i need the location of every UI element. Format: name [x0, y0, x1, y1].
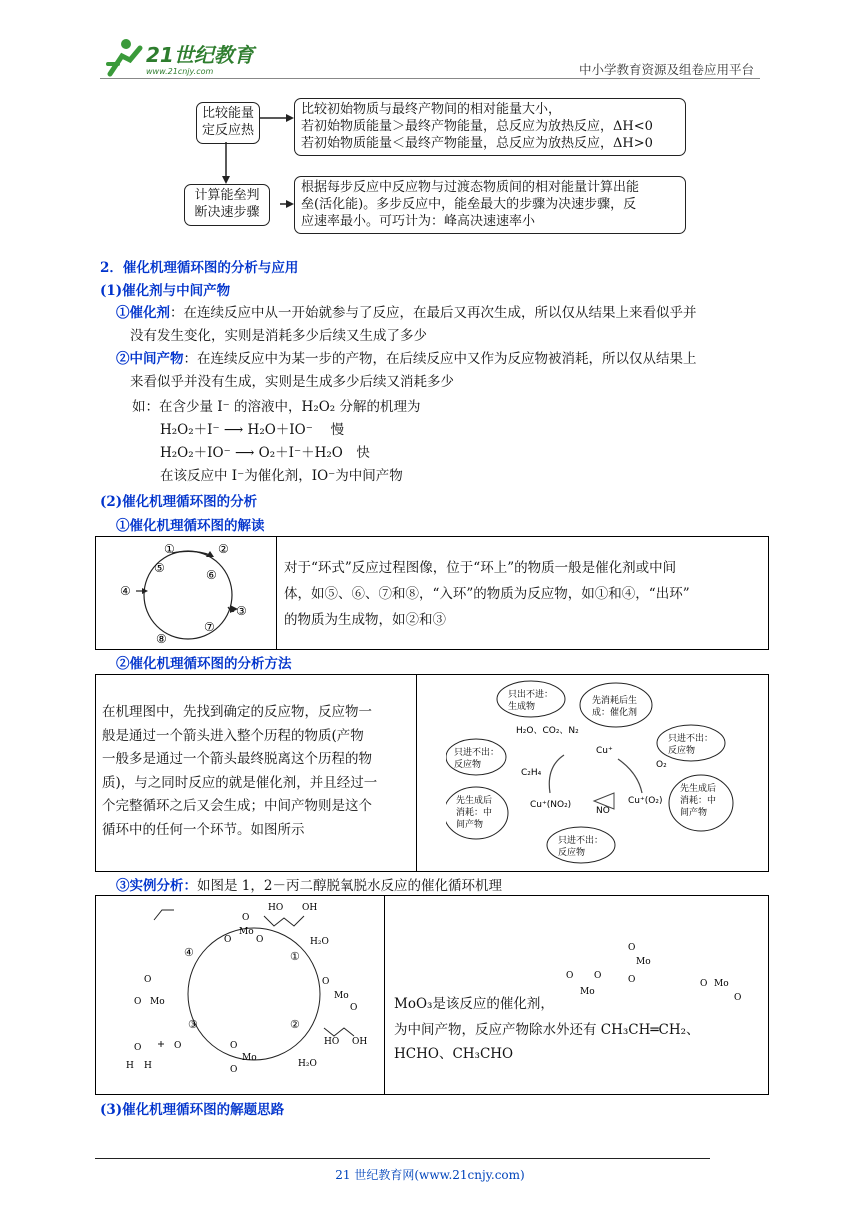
generic-cycle-diagram	[114, 539, 264, 647]
svg-text:O: O	[594, 971, 602, 981]
example-block	[132, 396, 421, 488]
mo-left: O	[134, 997, 142, 1007]
mo-bottom: Mo	[242, 1053, 257, 1063]
svg-text:O: O	[174, 1041, 182, 1051]
svg-text:生成物: 生成物	[508, 702, 536, 712]
cycle-reading-table	[95, 536, 769, 650]
cycle-num-7: ⑦	[204, 620, 215, 634]
flow-box-compare-desc: 比较初始物质与最终产物间的相对能量大小， 若初始物质能量＞最终产物能量，总反应为放热反应，ΔH<0 若初始物质能量＜最终产物能量，总反应为放热反应，ΔH>0	[294, 98, 686, 156]
svg-text:O: O	[628, 975, 636, 985]
svg-text:O: O	[242, 913, 250, 923]
equation-2: H₂O₂＋IO⁻ ⟶ O₂＋I⁻＋H₂O 快	[160, 445, 370, 461]
step-2: ②	[290, 1018, 300, 1031]
cycle-num-1: ①	[164, 542, 175, 556]
step-1: ①	[290, 950, 300, 963]
catalyst-label: ①催化剂	[116, 305, 170, 321]
step-3: ③	[188, 1018, 198, 1031]
cycle-num-8: ⑧	[156, 632, 167, 646]
step-4: ④	[184, 946, 194, 959]
svg-text:Mo: Mo	[714, 979, 729, 989]
header-divider	[100, 78, 760, 79]
svg-text:消耗：中: 消耗：中	[680, 796, 717, 806]
bubble-catalyst: 先消耗后生	[592, 696, 638, 706]
svg-text:O: O	[144, 975, 152, 985]
svg-text:间产物: 间产物	[456, 820, 484, 830]
cycle-num-4: ④	[120, 584, 131, 598]
products-statement: 为中间产物，反应产物除水外还有 CH₃CH═CH₂、 HCHO、CH₃CHO	[394, 1022, 700, 1062]
example-intro: 如：在含少量 I⁻ 的溶液中，H₂O₂ 分解的机理为	[132, 399, 421, 415]
species-cuno2: Cu⁺(NO₂)	[530, 800, 572, 810]
flow-box-compare-energy: 比较能量 定反应热	[196, 102, 260, 144]
flow-box-barrier-desc: 根据每步反应中反应物与过渡态物质间的相对能量计算出能 垒(活化能)。多步反应中，能垒最大的步骤为决速步骤，反 应速率最小。可巧计为：峰高决速速率小	[294, 176, 686, 234]
cycle-method-table	[95, 674, 769, 872]
svg-text:O: O	[230, 1041, 238, 1051]
brand-name: 21世纪教育	[146, 43, 254, 67]
mo-right: Mo	[334, 991, 349, 1001]
svg-text:O: O	[230, 1065, 238, 1075]
svg-text:成：催化剂: 成：催化剂	[592, 708, 638, 718]
cycle-reading-text: 对于“环式”反应过程图像，位于“环上”的物质一般是催化剂或中间 体，如⑤、⑥、⑦和⑧，“入环”的物质为反应物，如①和④，“出环” 的物质为生成物，如②和③	[284, 560, 690, 628]
svg-text:H: H	[144, 1061, 152, 1071]
svg-text:O: O	[350, 1003, 358, 1013]
formaldehyde-h1: H	[126, 1061, 134, 1071]
example-analysis-label: ③实例分析：	[116, 878, 197, 894]
example-analysis-table	[95, 895, 769, 1095]
method-text: 在机理图中，先找到确定的反应物，反应物一 般是通过一个箭头进入整个历程的物质(产物 一般多是通过一个箭头最终脱离这个历程的物 质)，与之同时反应的就是催化剂，并且经过一 个完整循环之后又会生成；中间产物则是这个 循环中的任何一个环节。如图所示	[102, 704, 378, 838]
example-analysis-text	[394, 924, 764, 1084]
mo-catalytic-cycle	[114, 898, 378, 1092]
bubble-reactant-bottom: 只进不出：	[558, 836, 604, 846]
platform-title: 中小学教育资源及组卷应用平台	[578, 62, 754, 77]
bubble-intermediate-right: 先生成后	[680, 784, 717, 794]
bubble-reactant-left: 只进不出：	[454, 748, 500, 758]
species-products: H₂O、CO₂、N₂	[516, 726, 579, 736]
species-cu: Cu⁺	[596, 746, 613, 756]
diol-label-bottom: HO	[324, 1037, 340, 1047]
svg-text:O: O	[700, 979, 708, 989]
footer-text: 21 世纪教育网(www.21cnjy.com)	[335, 1168, 525, 1182]
svg-text:O: O	[224, 935, 232, 945]
brand-url: www.21cnjy.com	[146, 67, 214, 76]
species-no: NO	[596, 806, 610, 816]
cycle-num-5: ⑤	[154, 561, 165, 575]
subsection-2-title: (2)催化机理循环图的分析	[100, 494, 258, 510]
catalyst-definition: ①催化剂：在连续反应中从一开始就参与了反应，在最后又再次生成，所以仅从结果上来看似乎并 没有发生变化，实则是消耗多少后续又生成了多少	[116, 305, 697, 344]
bubble-intermediate-left: 先生成后	[456, 796, 493, 806]
svg-text:O: O	[628, 943, 636, 953]
svg-text:间产物: 间产物	[680, 808, 708, 818]
svg-text:反应物: 反应物	[668, 746, 696, 756]
method-title: ②催化机理循环图的分析方法	[116, 656, 292, 672]
water-bottom: H₂O	[298, 1059, 317, 1069]
svg-text:O: O	[134, 1043, 142, 1053]
svg-text:O: O	[566, 971, 574, 981]
reading-title: ①催化机理循环图的解读	[116, 518, 265, 534]
svg-text:反应物: 反应物	[454, 760, 482, 770]
species-cuo2: Cu⁺(O₂)	[628, 796, 663, 806]
svg-text:O: O	[256, 935, 264, 945]
intermediate-label: ②中间产物	[116, 351, 184, 367]
table-divider	[384, 896, 385, 1094]
example-conclusion: 在该反应中 I⁻为催化剂，IO⁻为中间产物	[160, 468, 403, 484]
bubble-reactant-right: 只进不出：	[668, 734, 714, 744]
svg-text:Mo: Mo	[580, 987, 595, 997]
example-analysis-line: ③实例分析：如图是 1，2－丙二醇脱氧脱水反应的催化循环机理	[116, 878, 502, 894]
svg-text:O: O	[322, 977, 330, 987]
footer-divider	[95, 1158, 710, 1159]
water-top: H₂O	[310, 937, 329, 947]
bubble-product-1: 只出不进：	[508, 690, 554, 700]
section-title: 2．催化机理循环图的分析与应用	[100, 260, 299, 276]
svg-text:消耗：中: 消耗：中	[456, 808, 493, 818]
brand-logo	[100, 34, 260, 82]
table-divider	[416, 675, 417, 871]
svg-text:反应物: 反应物	[558, 848, 586, 858]
species-c2h4: C₂H₄	[521, 768, 542, 778]
cycle-num-2: ②	[218, 542, 229, 556]
svg-text:OH: OH	[352, 1037, 368, 1047]
intermediate-definition: ②中间产物：在连续反应中为某一步的产物，在后续反应中又作为反应物被消耗，所以仅从结果上 来看似乎并没有生成，实则是生成多少后续又消耗多少	[116, 351, 697, 390]
diol-label-top: HO	[268, 903, 284, 913]
svg-text:O: O	[734, 993, 742, 1003]
flow-box-energy-barrier: 计算能垒判 断决速步骤	[184, 184, 270, 226]
equation-1: H₂O₂＋I⁻ ⟶ H₂O＋IO⁻ 慢	[160, 422, 345, 438]
svg-text:OH: OH	[302, 903, 318, 913]
subsection-1-title: (1)催化剂与中间产物	[100, 283, 231, 299]
intermediate-structures	[564, 924, 764, 1006]
cycle-num-6: ⑥	[206, 568, 217, 582]
svg-text:Mo: Mo	[636, 957, 651, 967]
method-diagram	[446, 677, 746, 869]
species-o2: O₂	[656, 760, 667, 770]
table-divider	[276, 537, 277, 649]
mo-center-top: Mo	[239, 927, 254, 937]
catalyst-statement: MoO₃是该反应的催化剂，	[394, 996, 554, 1012]
svg-text:Mo: Mo	[150, 997, 165, 1007]
cycle-num-3: ③	[236, 604, 247, 618]
subsection-3-title: (3)催化机理循环图的解题思路	[100, 1102, 285, 1118]
